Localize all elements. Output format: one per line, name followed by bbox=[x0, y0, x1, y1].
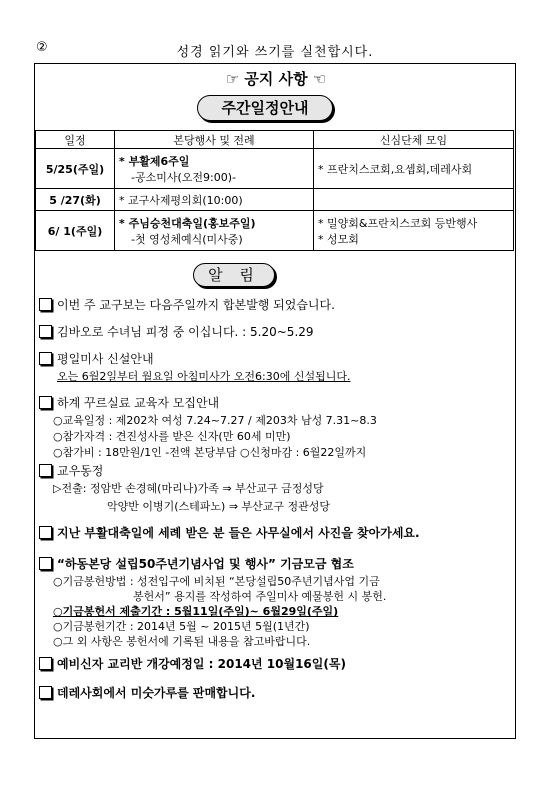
notice-detail: ▷전출: 정암반 손경혜(마리나)가족 ⇒ 부산교구 금정성당 bbox=[53, 482, 324, 495]
schedule-row bbox=[36, 189, 514, 211]
notice-detail: ○교육일정 : 제202차 여성 7.24~7.27 / 제203차 남성 7.31~8.3 bbox=[53, 414, 377, 427]
group-line: * 밀양회&프란치스코회 등반행사 bbox=[318, 216, 478, 230]
notice-item bbox=[39, 655, 346, 672]
schedule-row bbox=[36, 211, 514, 251]
notice-text: 교우동정 bbox=[57, 464, 104, 478]
event-line: -첫 영성체예식(미사중) bbox=[131, 232, 243, 246]
checkbox-icon bbox=[39, 557, 52, 570]
schedule-group bbox=[314, 211, 514, 251]
schedule-table bbox=[35, 130, 514, 251]
schedule-date: 5/25(주일) bbox=[36, 149, 115, 189]
notice-detail: ○참가자격 : 견진성사를 받은 신자(만 60세 미만) bbox=[53, 430, 291, 443]
checkbox-icon bbox=[39, 464, 52, 477]
event-line: -공소미사(오전9:00)- bbox=[131, 170, 236, 184]
schedule-event: * 교구사제평의회(10:00) bbox=[115, 189, 314, 211]
notice-detail: ○기금봉헌기간 : 2014년 5월 ~ 2015년 5월(1년간) bbox=[53, 620, 310, 633]
notice-detail: ○그 외 사항은 봉헌서에 기록된 내용을 참고바랍니다. bbox=[53, 635, 311, 648]
notice-text: 김바오로 수녀님 피정 중 이십니다. : 5.20~5.29 bbox=[57, 325, 314, 339]
header-groups: 신심단체 모임 bbox=[314, 131, 514, 149]
notice-text: 데레사회에서 미숫가루를 판매합니다. bbox=[57, 686, 256, 700]
event-line: * 주님승천대축일(홍보주일) bbox=[119, 216, 256, 230]
notice-item bbox=[39, 350, 154, 367]
notice-text: 지난 부활대축일에 세례 받은 분 들은 사무실에서 사진을 찾아가세요. bbox=[57, 526, 420, 540]
notice-item bbox=[39, 684, 255, 701]
notice-detail: 봉헌서” 용지를 작성하여 주일미사 예물봉헌 시 봉헌. bbox=[133, 590, 387, 603]
notice-text: 예비신자 교리반 개강예정일 : 2014년 10월16일(목) bbox=[57, 657, 346, 671]
notice-text: “하동본당 설립50주년기념사업 및 행사” 기금모금 협조 bbox=[57, 557, 354, 571]
notice-title: ☞ 공지 사항 ☜ bbox=[225, 70, 327, 88]
checkbox-icon bbox=[39, 298, 52, 311]
group-line: * 성모회 bbox=[318, 232, 359, 246]
schedule-header-row bbox=[36, 131, 514, 149]
header-parish-events: 본당행사 및 전례 bbox=[115, 131, 314, 149]
notice-item bbox=[39, 394, 219, 411]
header-date: 일정 bbox=[36, 131, 115, 149]
notice-detail: ○참가비 : 18만원/1인 -전액 본당부담 ○신청마감 : 6월22일까지 bbox=[53, 446, 367, 459]
notice-item bbox=[39, 462, 103, 479]
page-motto: 성경 읽기와 쓰기를 실천합시다. bbox=[176, 45, 374, 60]
notice-item bbox=[39, 555, 354, 572]
schedule-date: 5 /27(화) bbox=[36, 189, 115, 211]
notice-text: 평일미사 신설안내 bbox=[57, 352, 154, 366]
notice-detail: ○기금봉헌방법 : 성전입구에 비치된 “본당설립50주년기념사업 기금 bbox=[53, 575, 380, 588]
notice-item bbox=[39, 323, 314, 340]
notice-detail: ○기금봉헌서 제출기간 : 5월11일(주일)~ 6월29일(주일) bbox=[53, 605, 339, 618]
schedule-date: 6/ 1(주일) bbox=[36, 211, 115, 251]
weekly-schedule-title: 주간일정안내 bbox=[197, 95, 333, 121]
checkbox-icon bbox=[39, 352, 52, 365]
schedule-event bbox=[115, 211, 314, 251]
checkbox-icon bbox=[39, 396, 52, 409]
page-number: ② bbox=[36, 40, 48, 55]
notice-text: 이번 주 교구보는 다음주일까지 합본발행 되었습니다. bbox=[57, 298, 335, 312]
event-line: * 부활제6주일 bbox=[119, 154, 190, 168]
schedule-row bbox=[36, 149, 514, 189]
checkbox-icon bbox=[39, 657, 52, 670]
notice-text: 하계 꾸르실료 교육자 모집안내 bbox=[57, 396, 220, 410]
notice-item bbox=[39, 524, 420, 541]
checkbox-icon bbox=[39, 526, 52, 539]
schedule-event bbox=[115, 149, 314, 189]
checkbox-icon bbox=[39, 686, 52, 699]
schedule-group bbox=[314, 189, 514, 211]
notice-detail: 악양반 이병기(스테파노) ⇒ 부산교구 정관성당 bbox=[107, 500, 331, 513]
checkbox-icon bbox=[39, 325, 52, 338]
notice-detail: 오는 6월2일부터 월요일 아침미사가 오전6:30에 신설됩니다. bbox=[57, 370, 351, 383]
schedule-group: * 프란치스코회,요셉회,데레사회 bbox=[314, 149, 514, 189]
notice-item bbox=[39, 296, 335, 313]
notices-title: 알 림 bbox=[193, 263, 275, 287]
bulletin-frame bbox=[34, 63, 516, 739]
